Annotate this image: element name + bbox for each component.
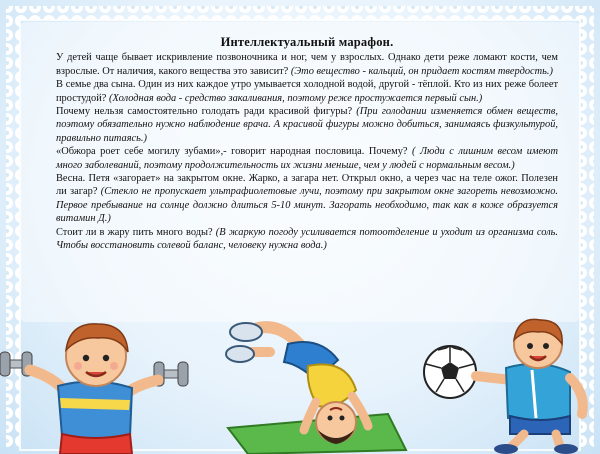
quiz-item-6: [56, 226, 558, 253]
quiz-answer: (В жаркую погоду усиливается потоотделение и уходит из организма соль. Чтобы восстановить солевой баланс, человеку нужна вода.): [56, 226, 558, 252]
quiz-question: В семье два сына. Один из них каждое утро умывается холодной водой, другой - тёплой. Кто из них реже болеет простудой?: [56, 79, 558, 104]
quiz-item-5: [56, 172, 558, 226]
quiz-text: [56, 36, 558, 253]
quiz-question: У детей чаще бывает искривление позвоночника и ног, чем у взрослых. Однако дети реже ломают кости, чем взрослые. От наличия, какого вещества это зависит?: [56, 52, 558, 77]
quiz-answer: (Это вещество - кальций, он придает костям твердость.): [290, 65, 553, 77]
quiz-question: Стоит ли в жару пить много воды?: [56, 226, 213, 238]
quiz-item-4: [56, 145, 558, 172]
quiz-item-1: [56, 51, 558, 78]
quiz-answer: (При голодании изменяется обмен веществ, поэтому обязательно нужно наблюдение врача. А красивой фигуры можно добиться, занимаясь физкультурой, правильно питаясь.): [56, 106, 558, 144]
quiz-question: Почему нельзя самостоятельно голодать ради красивой фигуры?: [56, 106, 353, 118]
quiz-question: «Обжора роет себе могилу зубами»,- говорит народная пословица. Почему?: [56, 146, 408, 158]
soccer-ball-icon: [424, 346, 476, 398]
somersault-child-illustration: [188, 318, 408, 454]
quiz-answer: (Холодная вода - средство закаливания, поэтому реже простужается первый сын.): [109, 92, 483, 104]
boy-with-dumbbells-illustration: [0, 318, 195, 454]
quiz-answer: ( Люди с лишним весом имеют много заболеваний, поэтому продолжительность их жизни меньше, чем у людей с нормальным весом.): [56, 146, 558, 171]
page-title: Интеллектуальный марафон.: [220, 35, 394, 49]
quiz-item-2: [56, 78, 558, 105]
quiz-answer: (Стекло не пропускает ультрафиолетовые лучи, поэтому при закрытом окне загореть невозможно. Первое пребывание на солнце должно длиться 5-10 минут. Загорать необходимо, так как в коже образуется витамин Д.): [56, 186, 558, 225]
boy-with-soccer-ball-illustration: [420, 318, 600, 454]
quiz-question: Весна. Петя «загорает» на закрытом окне. Жарко, а загара нет. Открыл окно, а через час на теле ожог. Полезен ли загар?: [56, 173, 558, 198]
quiz-item-3: [56, 105, 558, 145]
